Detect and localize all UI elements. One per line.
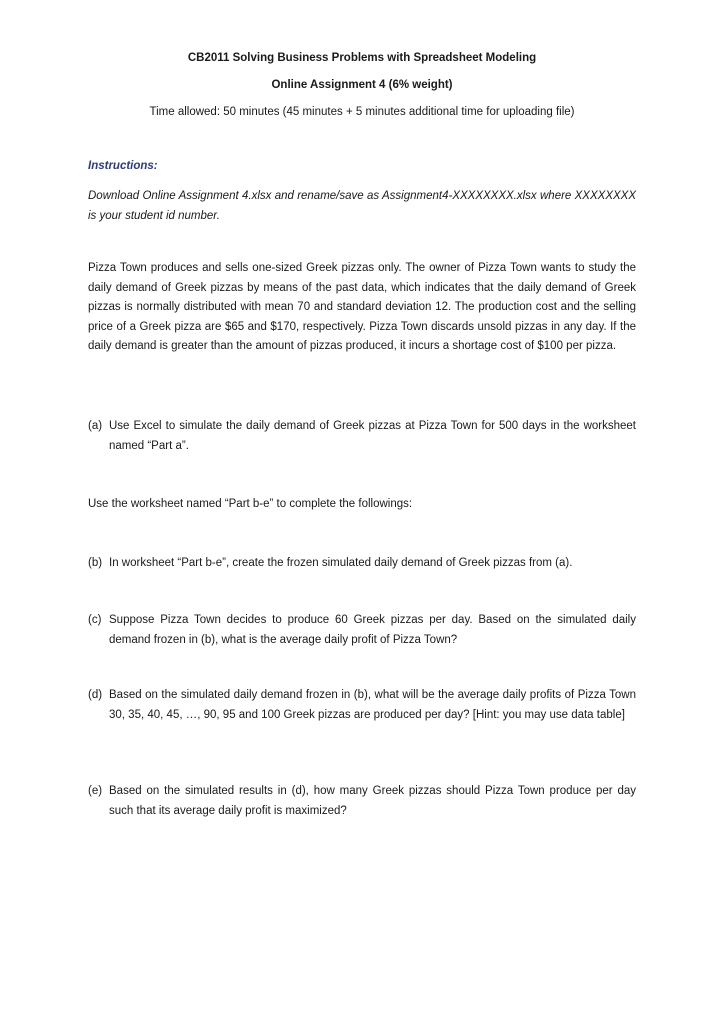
question-e (88, 781, 636, 821)
question-e-label: (e) (88, 785, 103, 797)
question-a-text: Use Excel to simulate the daily demand of Greek pizzas at Pizza Town for 500 days in the worksheet named “Part a”. (109, 420, 636, 452)
questions-intro: Use the worksheet named “Part b-e” to complete the followings: (88, 498, 413, 510)
question-d-label: (d) (88, 689, 103, 701)
question-b-label: (b) (88, 557, 103, 569)
question-b (88, 553, 636, 573)
question-e-text: Based on the simulated results in (d), how many Greek pizzas should Pizza Town produce per day such that its average daily profit is maximized? (109, 785, 636, 817)
instructions-text: Download Online Assignment 4.xlsx and rename/save as Assignment4-XXXXXXXX.xlsx where XXXXXXXX is your student id number. (88, 190, 636, 222)
instructions-heading: Instructions: (88, 160, 158, 172)
time-allowed: Time allowed: 50 minutes (45 minutes + 5 minutes additional time for uploading file) (149, 106, 575, 118)
question-b-text: In worksheet “Part b-e”, create the frozen simulated daily demand of Greek pizzas from (a). (109, 557, 573, 569)
question-c-label: (c) (88, 614, 102, 626)
question-d-text: Based on the simulated daily demand frozen in (b), what will be the average daily profits of Pizza Town 30, 35, 40, 45, …, 90, 95 and 100 Greek pizzas are produced per day? [Hint: you may use data table] (109, 689, 636, 721)
assignment-title: Online Assignment 4 (6% weight) (271, 79, 453, 91)
course-title: CB2011 Solving Business Problems with Spreadsheet Modeling (187, 52, 537, 64)
problem-description: Pizza Town produces and sells one-sized Greek pizzas only. The owner of Pizza Town wants to study the daily demand of Greek pizzas by means of the past data, which indicates that the daily demand of Greek pizzas is normally distributed with mean 70 and standard deviation 12. The production cost and the selling price of a Greek pizza are $65 and $170, respectively. Pizza Town discards unsold pizzas in any day. If the daily demand is greater than the amount of pizzas produced, it incurs a shortage cost of $100 per pizza. (88, 262, 636, 352)
question-a (88, 416, 636, 456)
question-d (88, 685, 636, 725)
question-c-text: Suppose Pizza Town decides to produce 60 Greek pizzas per day. Based on the simulated daily demand frozen in (b), what is the average daily profit of Pizza Town? (109, 614, 636, 646)
question-a-label: (a) (88, 420, 103, 432)
question-c (88, 610, 636, 650)
